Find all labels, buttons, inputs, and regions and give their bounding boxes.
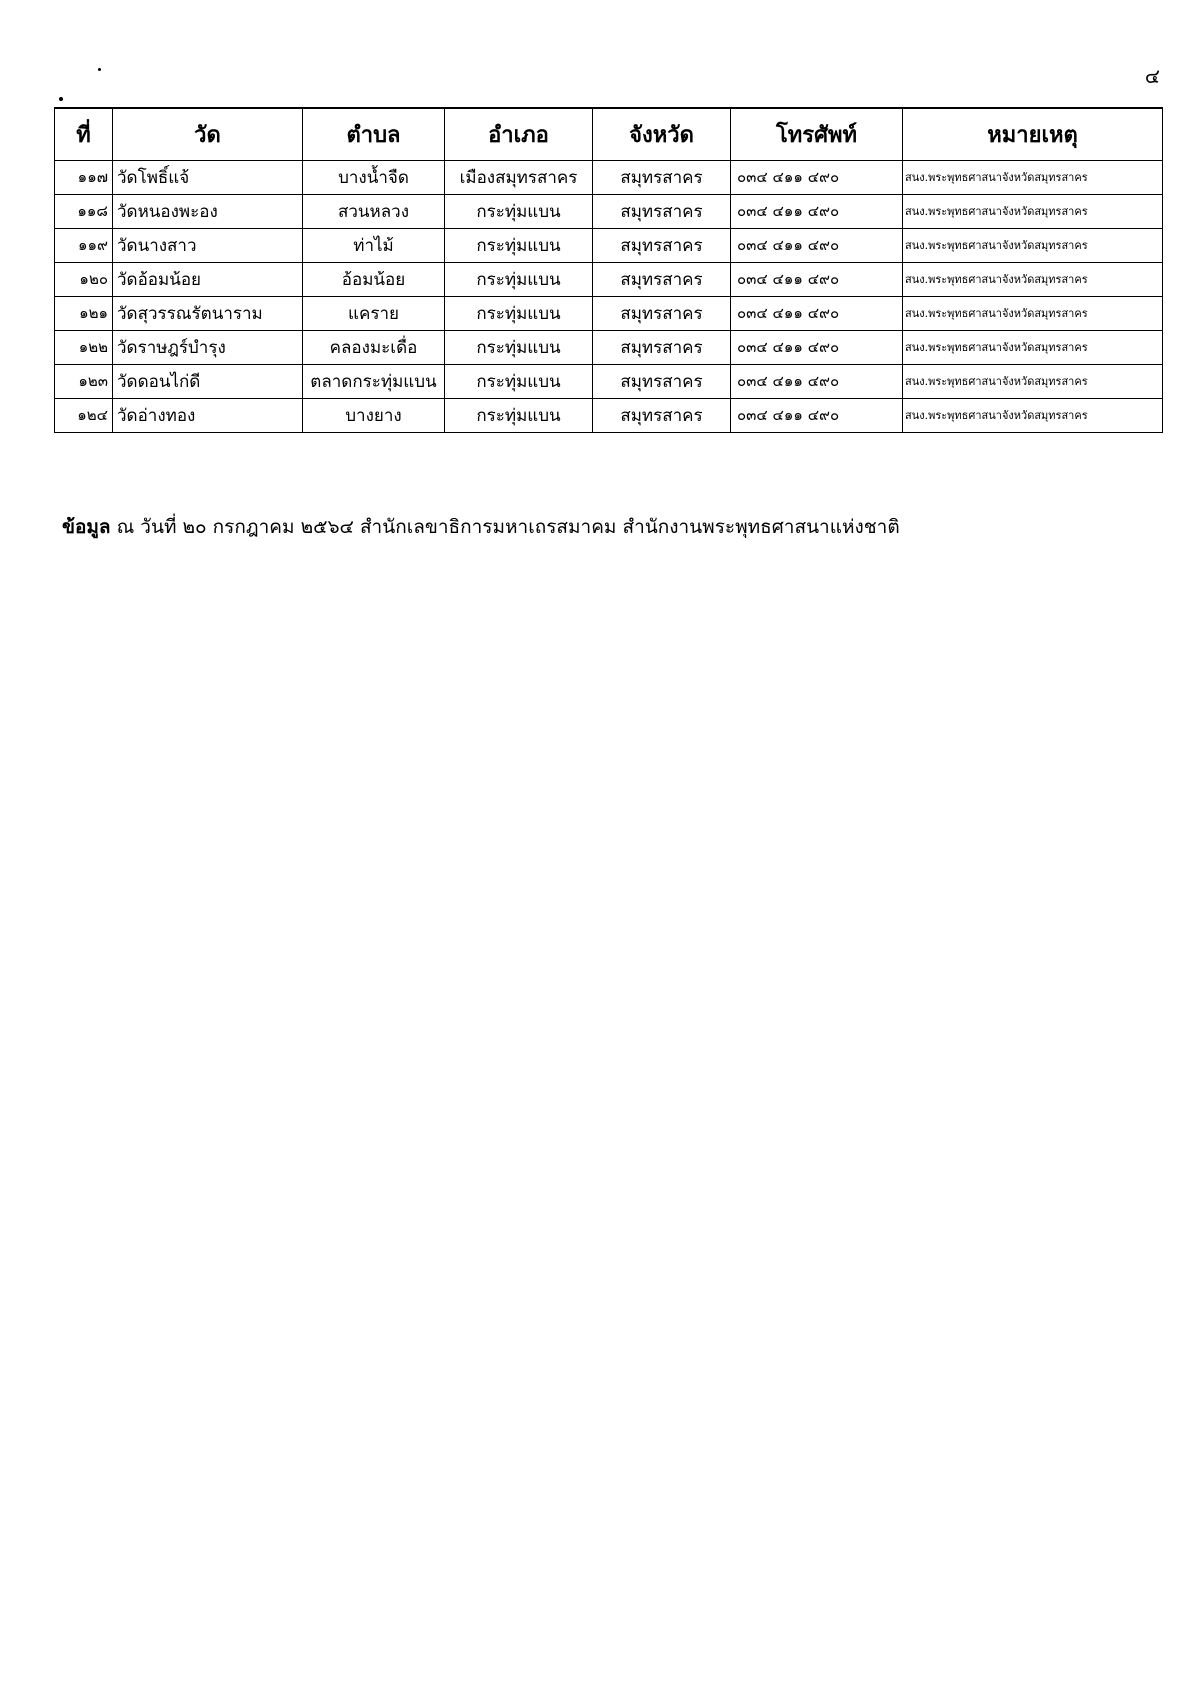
cell-no: ๑๑๘ (55, 194, 113, 228)
cell-district: กระทุ่มแบน (445, 398, 593, 432)
cell-note: สนง.พระพุทธศาสนาจังหวัดสมุทรสาคร (903, 330, 1163, 364)
cell-temple: วัดโพธิ์แจ้ (113, 160, 303, 194)
cell-subdistrict: คลองมะเดื่อ (303, 330, 445, 364)
cell-district: กระทุ่มแบน (445, 364, 593, 398)
header-province: จังหวัด (593, 108, 731, 160)
table-row (55, 194, 1163, 228)
table-row (55, 330, 1163, 364)
cell-no: ๑๑๙ (55, 228, 113, 262)
cell-province: สมุทรสาคร (593, 330, 731, 364)
cell-temple: วัดอ่างทอง (113, 398, 303, 432)
cell-subdistrict: อ้อมน้อย (303, 262, 445, 296)
cell-district: กระทุ่มแบน (445, 330, 593, 364)
page-number: ๔ (1144, 64, 1160, 88)
cell-temple: วัดหนองพะอง (113, 194, 303, 228)
data-source-label: ข้อมูล (62, 516, 111, 538)
cell-district: กระทุ่มแบน (445, 228, 593, 262)
cell-district: กระทุ่มแบน (445, 262, 593, 296)
cell-temple: วัดสุวรรณรัตนาราม (113, 296, 303, 330)
header-note: หมายเหตุ (903, 108, 1163, 160)
cell-temple: วัดดอนไก่ดี (113, 364, 303, 398)
data-source-note (62, 512, 900, 542)
cell-note: สนง.พระพุทธศาสนาจังหวัดสมุทรสาคร (903, 296, 1163, 330)
header-subdistrict: ตำบล (303, 108, 445, 160)
table-row (55, 160, 1163, 194)
cell-subdistrict: ตลาดกระทุ่มแบน (303, 364, 445, 398)
table-row (55, 364, 1163, 398)
cell-no: ๑๒๐ (55, 262, 113, 296)
cell-subdistrict: ท่าไม้ (303, 228, 445, 262)
cell-subdistrict: บางยาง (303, 398, 445, 432)
scan-speck (59, 97, 63, 101)
cell-no: ๑๒๔ (55, 398, 113, 432)
scan-speck (98, 68, 101, 71)
cell-phone: ๐๓๔ ๔๑๑ ๔๙๐ (731, 296, 903, 330)
temple-table (54, 107, 1163, 433)
header-no: ที่ (55, 108, 113, 160)
cell-subdistrict: แคราย (303, 296, 445, 330)
cell-phone: ๐๓๔ ๔๑๑ ๔๙๐ (731, 160, 903, 194)
cell-province: สมุทรสาคร (593, 262, 731, 296)
cell-province: สมุทรสาคร (593, 228, 731, 262)
cell-province: สมุทรสาคร (593, 194, 731, 228)
cell-phone: ๐๓๔ ๔๑๑ ๔๙๐ (731, 330, 903, 364)
table-row (55, 262, 1163, 296)
cell-no: ๑๑๗ (55, 160, 113, 194)
cell-phone: ๐๓๔ ๔๑๑ ๔๙๐ (731, 194, 903, 228)
table-row (55, 398, 1163, 432)
cell-note: สนง.พระพุทธศาสนาจังหวัดสมุทรสาคร (903, 398, 1163, 432)
cell-subdistrict: สวนหลวง (303, 194, 445, 228)
table-row (55, 228, 1163, 262)
table-row (55, 296, 1163, 330)
cell-district: กระทุ่มแบน (445, 296, 593, 330)
cell-temple: วัดนางสาว (113, 228, 303, 262)
cell-phone: ๐๓๔ ๔๑๑ ๔๙๐ (731, 262, 903, 296)
cell-note: สนง.พระพุทธศาสนาจังหวัดสมุทรสาคร (903, 364, 1163, 398)
cell-province: สมุทรสาคร (593, 398, 731, 432)
cell-province: สมุทรสาคร (593, 364, 731, 398)
cell-phone: ๐๓๔ ๔๑๑ ๔๙๐ (731, 228, 903, 262)
header-temple: วัด (113, 108, 303, 160)
cell-note: สนง.พระพุทธศาสนาจังหวัดสมุทรสาคร (903, 262, 1163, 296)
cell-province: สมุทรสาคร (593, 296, 731, 330)
cell-province: สมุทรสาคร (593, 160, 731, 194)
cell-no: ๑๒๒ (55, 330, 113, 364)
cell-note: สนง.พระพุทธศาสนาจังหวัดสมุทรสาคร (903, 160, 1163, 194)
cell-temple: วัดราษฎร์บำรุง (113, 330, 303, 364)
cell-district: เมืองสมุทรสาคร (445, 160, 593, 194)
cell-phone: ๐๓๔ ๔๑๑ ๔๙๐ (731, 364, 903, 398)
cell-temple: วัดอ้อมน้อย (113, 262, 303, 296)
cell-no: ๑๒๓ (55, 364, 113, 398)
cell-no: ๑๒๑ (55, 296, 113, 330)
header-phone: โทรศัพท์ (731, 108, 903, 160)
cell-subdistrict: บางน้ำจืด (303, 160, 445, 194)
data-source-text: ณ วันที่ ๒๐ กรกฎาคม ๒๕๖๔ สำนักเลขาธิการมหาเถรสมาคม สำนักงานพระพุทธศาสนาแห่งชาติ (110, 516, 900, 538)
cell-phone: ๐๓๔ ๔๑๑ ๔๙๐ (731, 398, 903, 432)
table-header-row (55, 108, 1163, 160)
cell-district: กระทุ่มแบน (445, 194, 593, 228)
header-district: อำเภอ (445, 108, 593, 160)
cell-note: สนง.พระพุทธศาสนาจังหวัดสมุทรสาคร (903, 194, 1163, 228)
cell-note: สนง.พระพุทธศาสนาจังหวัดสมุทรสาคร (903, 228, 1163, 262)
